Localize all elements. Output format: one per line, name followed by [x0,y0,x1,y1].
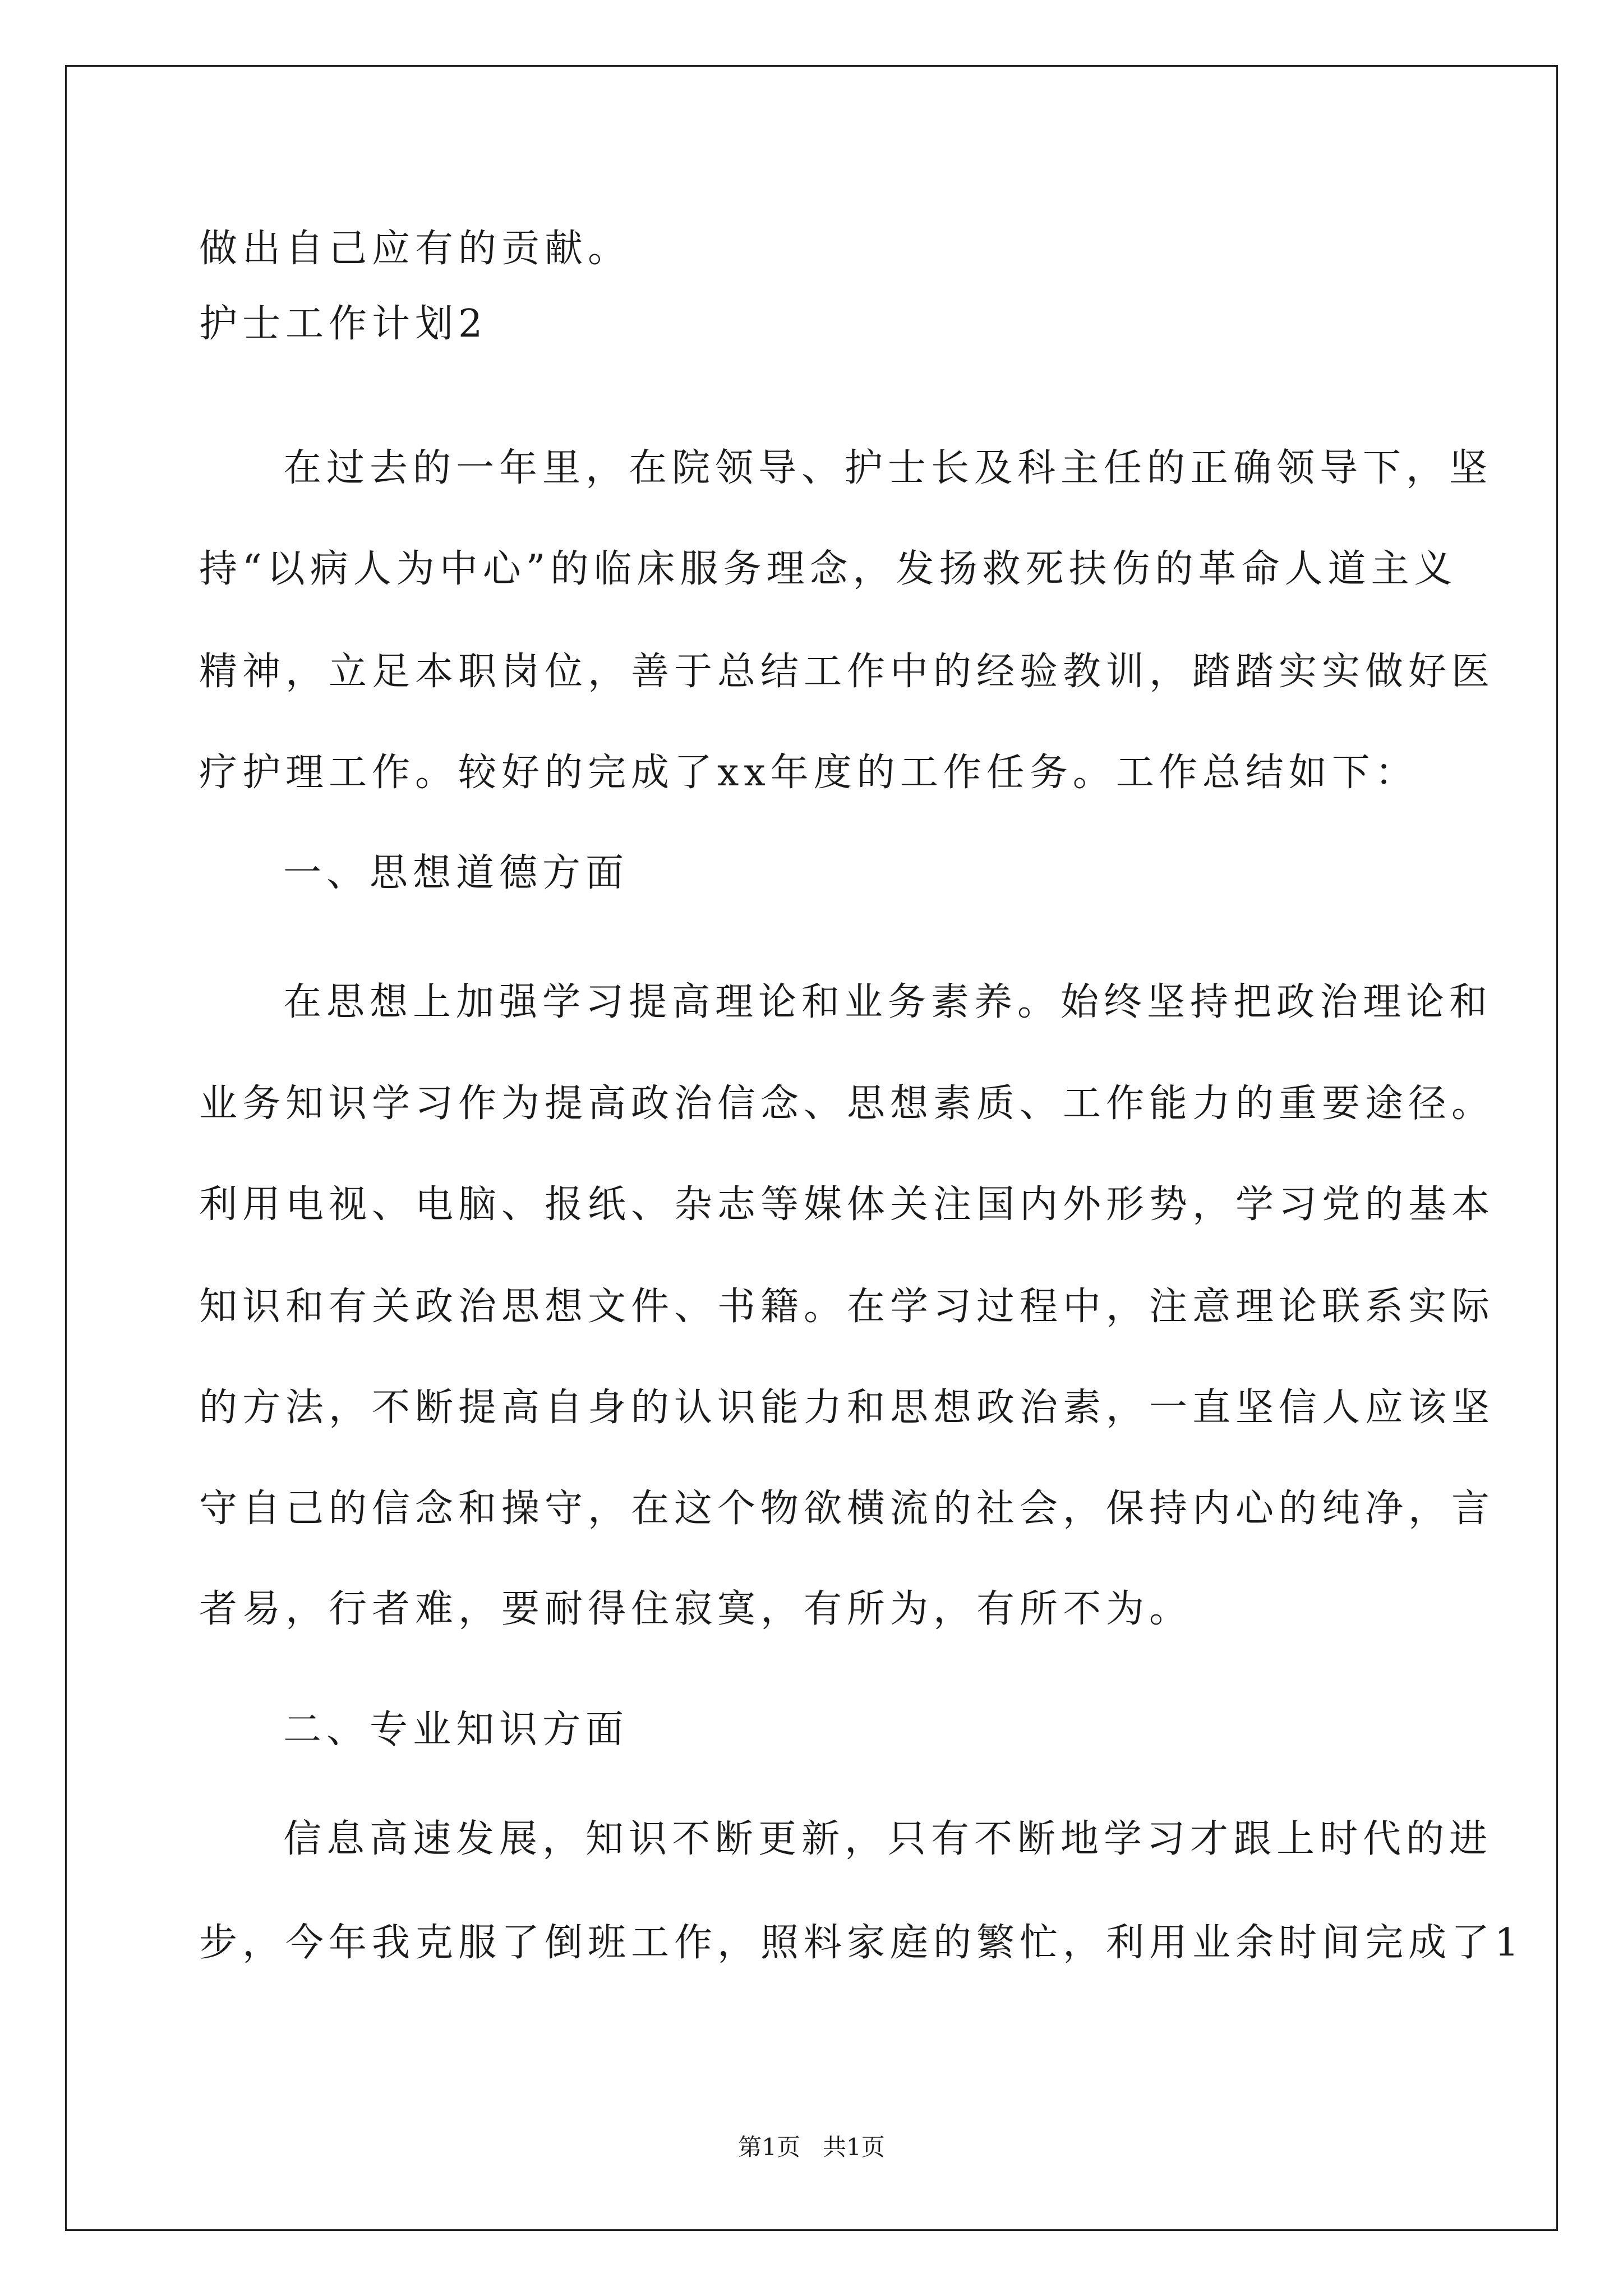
body-line: 步，今年我克服了倒班工作，照料家庭的繁忙，利用业余时间完成了1 [199,1921,1524,1965]
body-line: 在思想上加强学习提高理论和业务素养。始终坚持把政治理论和 [283,980,1493,1024]
subheading: 二、专业知识方面 [283,1708,629,1752]
section-title: 护士工作计划2 [199,302,488,346]
page-number-footer: 第1页 共1页 [738,2133,885,2161]
body-line: 守自己的信念和操守，在这个物欲横流的社会，保持内心的纯净，言 [199,1487,1495,1531]
body-line: 的方法，不断提高自身的认识能力和思想政治素，一直坚信人应该坚 [199,1386,1495,1430]
subheading: 一、思想道德方面 [283,851,629,895]
body-line: 利用电视、电脑、报纸、杂志等媒体关注国内外形势，学习党的基本 [199,1182,1495,1227]
body-line: 做出自己应有的贡献。 [199,227,631,271]
body-line: 在过去的一年里，在院领导、护士长及科主任的正确领导下，坚 [283,446,1493,490]
body-line: 疗护理工作。较好的完成了xx年度的工作任务。工作总结如下： [199,751,1418,795]
body-line: 知识和有关政治思想文件、书籍。在学习过程中，注意理论联系实际 [199,1285,1495,1329]
body-line: 者易，行者难，要耐得住寂寞，有所为，有所不为。 [199,1587,1193,1631]
body-line: 精神，立足本职岗位，善于总结工作中的经验教训，踏踏实实做好医 [199,650,1495,694]
body-line: 信息高速发展，知识不断更新，只有不断地学习才跟上时代的进 [283,1817,1493,1861]
body-line: 持“以病人为中心”的临床服务理念，发扬救死扶伤的革命人道主义 [199,547,1458,591]
page-border [65,65,1558,2231]
body-line: 业务知识学习作为提高政治信念、思想素质、工作能力的重要途径。 [199,1082,1495,1126]
